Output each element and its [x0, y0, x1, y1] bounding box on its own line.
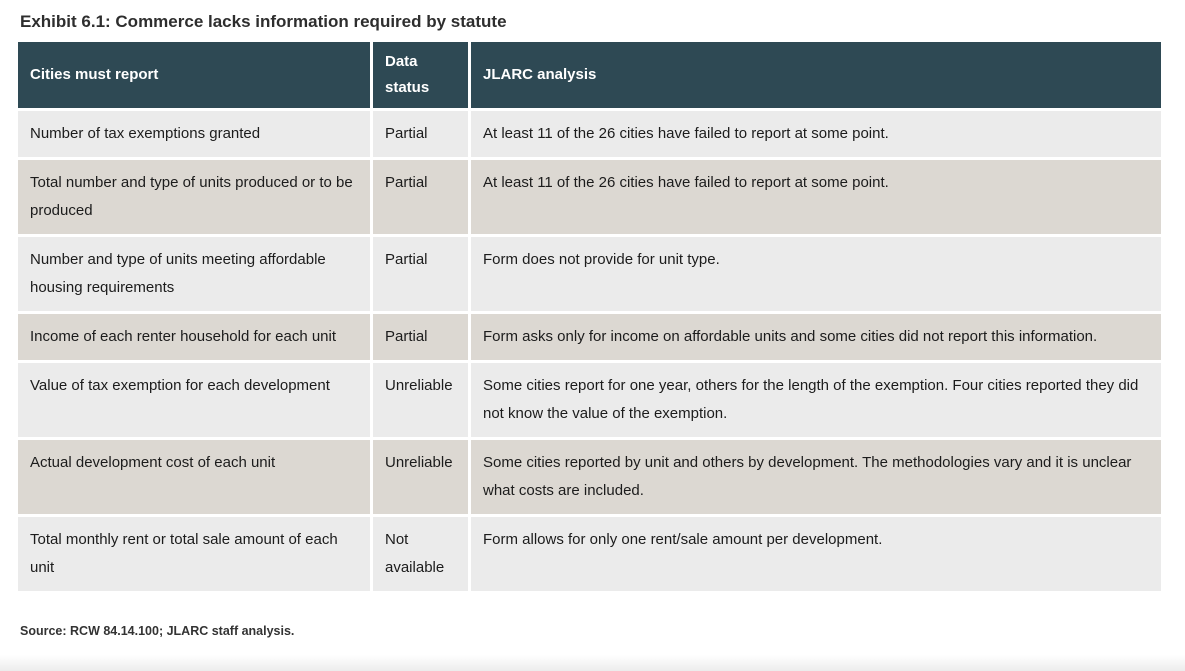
cell-report: Income of each renter household for each unit	[18, 314, 370, 360]
column-header-cities-must-report: Cities must report	[18, 42, 370, 108]
table-row	[18, 111, 1161, 157]
cell-status: Partial	[373, 314, 468, 360]
cell-report: Number and type of units meeting affordable housing requirements	[18, 237, 370, 311]
bottom-fade-gradient	[0, 655, 1185, 671]
cell-status: Unreliable	[373, 363, 468, 437]
cell-report: Number of tax exemptions granted	[18, 111, 370, 157]
cell-analysis: Some cities reported by unit and others by development. The methodologies vary and it is unclear what costs are included.	[471, 440, 1161, 514]
cell-analysis: Form does not provide for unit type.	[471, 237, 1161, 311]
cell-status: Partial	[373, 160, 468, 234]
table-row	[18, 314, 1161, 360]
page-title: Exhibit 6.1: Commerce lacks information required by statute	[20, 12, 507, 31]
exhibit-table	[15, 39, 1164, 594]
cell-status: Partial	[373, 237, 468, 311]
table-row	[18, 363, 1161, 437]
cell-analysis: Some cities report for one year, others for the length of the exemption. Four cities reported they did not know the value of the exemption.	[471, 363, 1161, 437]
column-header-jlarc-analysis: JLARC analysis	[471, 42, 1161, 108]
cell-status: Not available	[373, 517, 468, 591]
table-header	[18, 42, 1161, 108]
cell-report: Actual development cost of each unit	[18, 440, 370, 514]
cell-report: Value of tax exemption for each development	[18, 363, 370, 437]
table-body	[18, 111, 1161, 591]
cell-analysis: Form allows for only one rent/sale amount per development.	[471, 517, 1161, 591]
table-row	[18, 517, 1161, 591]
table-row	[18, 237, 1161, 311]
cell-analysis: At least 11 of the 26 cities have failed to report at some point.	[471, 111, 1161, 157]
column-header-data-status: Data status	[373, 42, 468, 108]
table-row	[18, 440, 1161, 514]
cell-analysis: Form asks only for income on affordable units and some cities did not report this information.	[471, 314, 1161, 360]
cell-report: Total number and type of units produced or to be produced	[18, 160, 370, 234]
table-row	[18, 160, 1161, 234]
cell-analysis: At least 11 of the 26 cities have failed to report at some point.	[471, 160, 1161, 234]
cell-status: Partial	[373, 111, 468, 157]
cell-report: Total monthly rent or total sale amount of each unit	[18, 517, 370, 591]
source-note: Source: RCW 84.14.100; JLARC staff analysis.	[20, 624, 295, 638]
header-row	[18, 42, 1161, 108]
cell-status: Unreliable	[373, 440, 468, 514]
